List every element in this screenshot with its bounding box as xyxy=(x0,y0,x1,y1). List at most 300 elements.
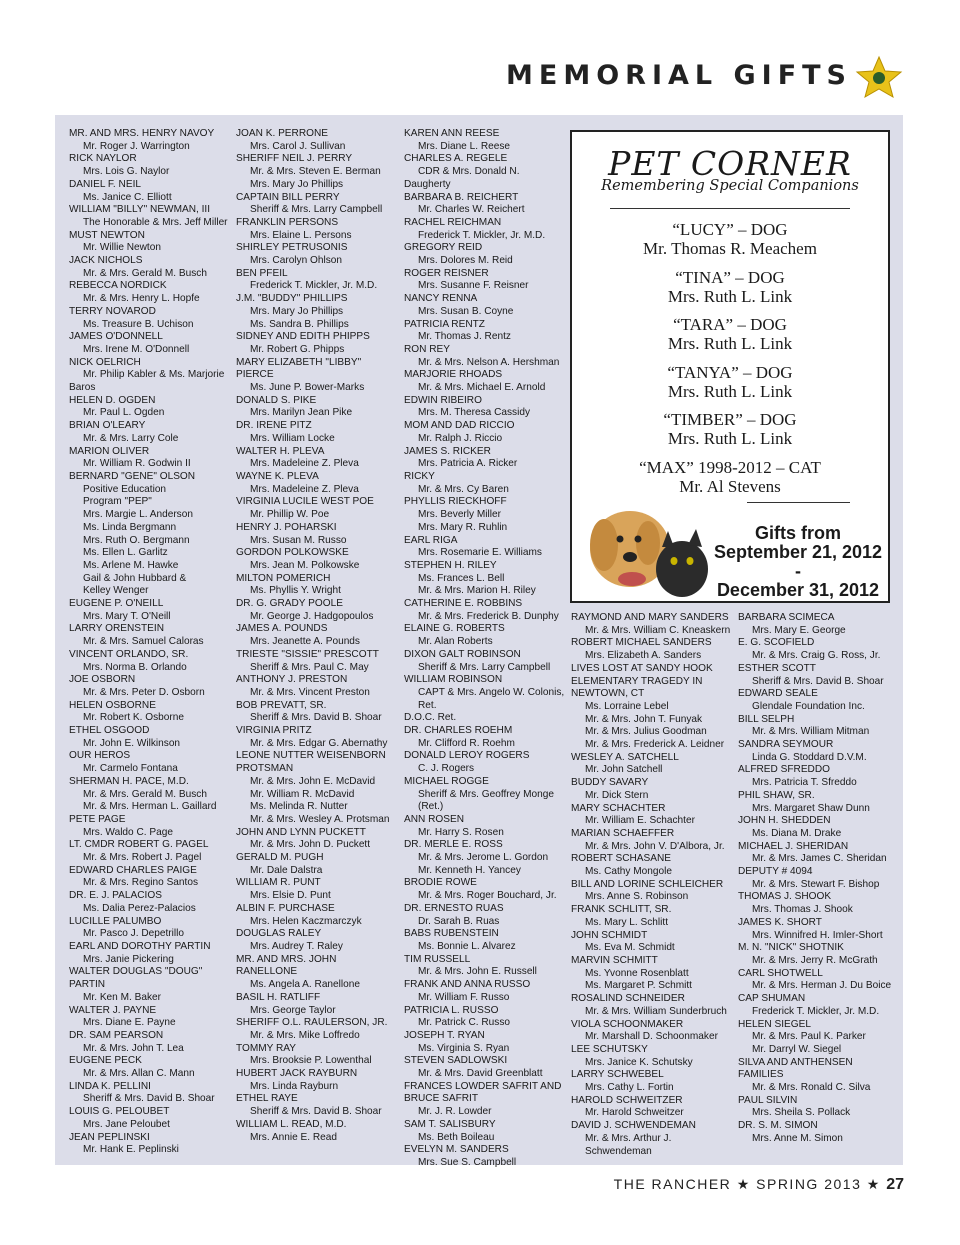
donor-name: Mr. Paul L. Ogden xyxy=(83,407,165,419)
donor-name: Mrs. M. Theresa Cassidy xyxy=(418,407,530,419)
honoree-name: BUDDY SAVARY xyxy=(571,777,649,789)
honoree-name: LT. CMDR ROBERT G. PAGEL xyxy=(69,839,209,851)
donor-name: Ms. Dalia Perez-Palacios xyxy=(83,902,196,914)
honoree-name: CHARLES A. REGELE xyxy=(404,153,508,165)
donor-name: Sheriff & Mrs. David B. Shoar xyxy=(83,1093,215,1105)
donor-name: Mrs. Audrey T. Raley xyxy=(250,941,343,952)
donor-name: Mr. Philip Kabler & Ms. Marjorie xyxy=(83,369,225,381)
honoree-name: FAMILIES xyxy=(738,1069,784,1081)
honoree-name: MR. AND MRS. JOHN xyxy=(236,953,337,965)
pet-name: “TARA” – DOG xyxy=(673,315,787,334)
honoree-name: TOMMY RAY xyxy=(236,1042,297,1054)
donor-name: Mrs. Anne S. Robinson xyxy=(585,891,689,903)
honoree-name: PROTSMAN xyxy=(236,763,294,775)
honoree-name: JACK NICHOLS xyxy=(69,255,143,267)
donor-name: Mr. Thomas J. Rentz xyxy=(418,331,511,343)
donor-name: Mrs. Jeanette A. Pounds xyxy=(250,636,360,648)
donor-name: Mrs. Patricia A. Ricker xyxy=(418,458,518,470)
donor-name: Ms. Janice C. Elliott xyxy=(83,191,172,203)
honoree-name: SANDRA SEYMOUR xyxy=(738,739,834,751)
honoree-name: JAMES K. SHORT xyxy=(738,916,822,928)
donor-name: Mr. Charles W. Reichert xyxy=(418,204,525,216)
honoree-name: PATRICIA RENTZ xyxy=(404,318,485,330)
pet-entry xyxy=(572,220,888,258)
dog-and-cat-photo xyxy=(582,487,710,597)
honoree-name: VIRGINIA PRITZ xyxy=(236,725,312,737)
honoree-name: RANELLONE xyxy=(236,966,298,978)
donor-name: Mrs. Mary E. George xyxy=(752,624,846,636)
donor-name: Mr. & Mrs. Jerry R. McGrath xyxy=(752,954,878,966)
honoree-name: EDWARD SEALE xyxy=(738,688,818,700)
honoree-name: REBECCA NORDICK xyxy=(69,280,167,292)
honoree-name: ROBERT MICHAEL SANDERS xyxy=(571,637,712,649)
donor-name: Mr. & Mrs. Edgar G. Abernathy xyxy=(250,737,388,749)
honoree-name: LARRY SCHWEBEL xyxy=(571,1069,664,1081)
donor-name: Mr. Ralph J. Riccio xyxy=(418,432,503,444)
honoree-name: DONALD S. PIKE xyxy=(236,394,317,406)
honoree-name: ETHEL OSGOOD xyxy=(69,725,150,737)
honoree-name: TERRY NOVAROD xyxy=(69,305,156,317)
donor-name: Mr. & Mrs. Arthur J. xyxy=(585,1132,672,1144)
donor-name: Mrs. Linda Rayburn xyxy=(250,1080,339,1092)
pet-owner: Mrs. Ruth L. Link xyxy=(667,429,793,448)
pet-corner-box xyxy=(570,130,890,603)
pet-name: “TINA” – DOG xyxy=(675,267,785,287)
donor-name: Mrs. Janie Pickering xyxy=(83,953,174,965)
honoree-name: SILVA AND ANTHENSEN xyxy=(738,1056,853,1068)
donor-name: Mr. Hank E. Peplinski xyxy=(83,1144,179,1156)
donor-name: Ms. Bonnie L. Alvarez xyxy=(418,941,516,952)
honoree-name: DR. IRENE PITZ xyxy=(236,420,312,432)
donor-name: Mr. Marshall D. Schoonmaker xyxy=(585,1031,718,1043)
donor-name: Mrs. Madeleine Z. Pleva xyxy=(250,458,359,470)
honoree-name: ROGER REISNER xyxy=(404,267,489,279)
honoree-name: DEPUTY # 4094 xyxy=(738,866,813,878)
donor-name: Mr. Dale Dalstra xyxy=(250,864,323,876)
honoree-name: MR. AND MRS. HENRY NAVOY xyxy=(69,128,215,139)
honoree-name: EDWARD CHARLES PAIGE xyxy=(69,864,197,876)
donor-name: Mrs. Helen Kaczmarczyk xyxy=(250,915,362,927)
honoree-name: Baros xyxy=(69,382,96,394)
pet-name: “TIMBER” – DOG xyxy=(663,410,797,429)
donor-name: Mr. & Mrs. Stewart F. Bishop xyxy=(752,878,880,890)
donor-name: Mr. & Mrs. Robert J. Pagel xyxy=(83,852,202,864)
honoree-name: DR. MERLE E. ROSS xyxy=(404,839,503,851)
honoree-name: ELEMENTARY TRAGEDY IN xyxy=(571,675,703,687)
donor-name: Mr. & Mrs. Michael E. Arnold xyxy=(418,382,546,394)
pet-owner: Mrs. Ruth L. Link xyxy=(667,381,793,401)
honoree-name: WILLIAM "BILLY" NEWMAN, III xyxy=(69,204,211,216)
pet-entry xyxy=(572,410,888,448)
honoree-name: ELAINE G. ROBERTS xyxy=(404,623,505,635)
honoree-name: PAUL SILVIN xyxy=(738,1094,798,1106)
honoree-name: MARJORIE RHOADS xyxy=(404,369,503,381)
donor-name: Mrs. Mary Jo Phillips xyxy=(250,305,344,317)
honoree-name: LEE SCHUTSKY xyxy=(571,1043,648,1055)
donor-name: Mr. Phillip W. Poe xyxy=(250,509,330,521)
donor-name: Mr. William R. McDavid xyxy=(250,788,355,800)
donor-name: Mr. & Mrs. Frederick A. Leidner xyxy=(585,739,725,751)
honoree-name: WILLIAM R. PUNT xyxy=(236,877,321,889)
footer-star-icon: ★ xyxy=(866,1176,887,1192)
donor-name: Mrs. Winnifred H. Imler-Short xyxy=(752,929,883,941)
honoree-name: Daugherty xyxy=(404,178,451,190)
honoree-name: KAREN ANN REESE xyxy=(404,128,500,139)
donor-name: Mr. & Mrs. Vincent Preston xyxy=(250,686,370,698)
honoree-name: BRIAN O'LEARY xyxy=(69,420,146,432)
honoree-name: D.O.C. Ret. xyxy=(404,712,457,724)
donor-name: Mrs. Beverly Miller xyxy=(418,509,501,521)
donor-name: Mr. & Mrs. John E. Russell xyxy=(418,966,537,978)
honoree-name: SAM T. SALISBURY xyxy=(404,1118,496,1130)
honoree-name: NEWTOWN, CT xyxy=(571,688,645,700)
donor-name: Ms. Mary L. Schlitt xyxy=(585,916,669,928)
donor-name: Mrs. Lois G. Naylor xyxy=(83,166,170,178)
donor-name: Mr. John E. Wilkinson xyxy=(83,737,181,749)
memorial-column-2 xyxy=(236,128,389,1144)
honoree-name: MOM AND DAD RICCIO xyxy=(404,420,515,432)
donor-name: Mr. & Mrs. Mike Loffredo xyxy=(250,1029,360,1041)
donor-name: Mr. & Mrs. Henry L. Hopfe xyxy=(83,293,200,305)
donor-name: Mr. Ken M. Baker xyxy=(83,991,161,1003)
honoree-name: MUST NEWTON xyxy=(69,229,145,241)
honoree-name: EUGENE P. O'NEILL xyxy=(69,598,164,610)
honoree-name: LUCILLE PALUMBO xyxy=(69,915,162,927)
pet-owner: Mrs. Ruth L. Link xyxy=(667,286,793,306)
donor-name: Mr. & Mrs. Nelson A. Hershman xyxy=(418,356,560,368)
donor-name: Glendale Foundation Inc. xyxy=(752,700,865,712)
honoree-name: WILLIAM L. READ, M.D. xyxy=(236,1118,347,1130)
honoree-name: SHERMAN H. PACE, M.D. xyxy=(69,775,189,787)
honoree-name: PETE PAGE xyxy=(69,813,126,825)
honoree-name: TRIESTE "SISSIE" PRESCOTT xyxy=(236,648,379,660)
page-title: MEMORIAL GIFTS xyxy=(506,60,852,91)
donor-name: Ms. Linda Bergmann xyxy=(83,521,177,533)
honoree-name: JAMES A. POUNDS xyxy=(236,623,328,635)
honoree-name: PARTIN xyxy=(69,979,106,991)
honoree-name: CAP SHUMAN xyxy=(738,993,806,1005)
honoree-name: DR. SAM PEARSON xyxy=(69,1029,164,1041)
honoree-name: DONALD LEROY ROGERS xyxy=(404,750,530,762)
honoree-name: ETHEL RAYE xyxy=(236,1093,298,1105)
honoree-name: LARRY ORENSTEIN xyxy=(69,623,164,635)
donor-name: Mr. & Mrs. John V. D'Albora, Jr. xyxy=(585,840,725,852)
donor-name: Mr. & Mrs. Steven E. Berman xyxy=(250,166,381,178)
honoree-name: LOUIS G. PELOUBET xyxy=(69,1106,170,1118)
donor-name: Mr. & Mrs. John D. Puckett xyxy=(250,839,371,851)
honoree-name: MARIAN SCHAEFFER xyxy=(571,827,675,839)
honoree-name: DR. E. J. PALACIOS xyxy=(69,890,162,902)
honoree-name: WALTER H. PLEVA xyxy=(236,445,325,457)
donor-name: Positive Education xyxy=(83,483,167,495)
honoree-name: BRUCE SAFRIT xyxy=(404,1093,479,1105)
donor-name: Mrs. Elsie D. Punt xyxy=(250,890,331,902)
honoree-name: FRANKLIN PERSONS xyxy=(236,216,339,228)
honoree-name: BARBARA B. REICHERT xyxy=(404,191,519,203)
donor-name: Mrs. Carolyn Ohlson xyxy=(250,255,342,267)
honoree-name: BEN PFEIL xyxy=(236,267,288,279)
donor-name: Mr. Kenneth H. Yancey xyxy=(418,864,521,876)
honoree-name: DIXON GALT ROBINSON xyxy=(404,648,521,660)
donor-name: Linda G. Stoddard D.V.M. xyxy=(752,751,867,763)
memorial-column-1 xyxy=(69,128,228,1157)
honoree-name: BABS RUBENSTEIN xyxy=(404,928,499,940)
donor-name: Ms. Yvonne Rosenblatt xyxy=(585,967,689,979)
honoree-name: HENRY J. POHARSKI xyxy=(236,521,337,533)
honoree-name: MILTON POMERICH xyxy=(236,572,331,584)
donor-name: Mrs. Ruth O. Bergmann xyxy=(83,534,190,546)
honoree-name: VIOLA SCHOONMAKER xyxy=(571,1018,684,1030)
honoree-name: ALFRED SFREDDO xyxy=(738,764,830,776)
donor-name: Mr. J. R. Lowder xyxy=(418,1106,492,1118)
star-badge-icon xyxy=(853,55,905,99)
donor-name: Mr. & Mrs. David Greenblatt xyxy=(418,1068,543,1080)
pet-corner-subtitle: Remembering Special Companions xyxy=(601,178,859,194)
honoree-name: SHERIFF O.L. RAULERSON, JR. xyxy=(236,1017,388,1029)
donor-name: Sheriff & Mrs. Larry Campbell xyxy=(418,661,551,673)
honoree-name: HELEN SIEGEL xyxy=(738,1018,811,1030)
honoree-name: WALTER J. PAYNE xyxy=(69,1004,157,1016)
honoree-name: PHIL SHAW, SR. xyxy=(738,789,815,801)
honoree-name: GORDON POLKOWSKE xyxy=(236,547,349,559)
honoree-name: LIVES LOST AT SANDY HOOK xyxy=(571,662,713,674)
honoree-name: OUR HEROS xyxy=(69,750,131,762)
donor-name: Frederick T. Mickler, Jr. M.D. xyxy=(418,229,546,241)
donor-name: Mrs. Mary T. O'Neill xyxy=(83,610,171,622)
honoree-name: MICHAEL J. SHERIDAN xyxy=(738,840,849,852)
donor-name: Mr. Alan Roberts xyxy=(418,636,493,648)
honoree-name: SIDNEY AND EDITH PHIPPS xyxy=(236,331,370,343)
donor-name: Mrs. Norma B. Orlando xyxy=(83,661,187,673)
gifts-from-label: Gifts from xyxy=(754,523,841,543)
donor-name: Ms. Treasure B. Uchison xyxy=(83,318,194,330)
honoree-name: FRANK AND ANNA RUSSO xyxy=(404,979,531,991)
donor-name: Ms. June P. Bower-Marks xyxy=(250,382,365,394)
donor-name: Sheriff & Mrs. David B. Shoar xyxy=(250,712,382,724)
honoree-name: EVELYN M. SANDERS xyxy=(404,1144,509,1156)
donor-name: Ret. xyxy=(418,699,437,711)
honoree-name: WILLIAM ROBINSON xyxy=(404,674,503,686)
donor-name: Ms. Angela A. Ranellone xyxy=(250,979,360,991)
honoree-name: E. G. SCOFIELD xyxy=(738,637,815,649)
honoree-name: MARION OLIVER xyxy=(69,445,150,457)
memorial-column-5 xyxy=(738,612,891,1146)
donor-name: Mrs. Susanne F. Reisner xyxy=(418,280,529,292)
donor-name: Mr. & Mrs. Roger Bouchard, Jr. xyxy=(418,890,557,902)
donor-name: Mr. & Mrs. William Mitman xyxy=(752,726,870,738)
footer-star-icon: ★ xyxy=(736,1176,757,1192)
honoree-name: BASIL H. RATLIFF xyxy=(236,991,321,1003)
honoree-name: STEPHEN H. RILEY xyxy=(404,559,497,571)
honoree-name: BERNARD "GENE" OLSON xyxy=(69,470,196,482)
honoree-name: JAMES O'DONNELL xyxy=(69,331,163,343)
pet-entry xyxy=(572,268,888,306)
gifts-from-dates xyxy=(712,524,884,600)
honoree-name: JEAN PEPLINSKI xyxy=(69,1131,150,1143)
honoree-name: BARBARA SCIMECA xyxy=(738,612,835,623)
donor-name: Mr. Carmelo Fontana xyxy=(83,763,178,775)
honoree-name: BILL SELPH xyxy=(738,713,795,725)
honoree-name: WALTER DOUGLAS "DOUG" xyxy=(69,966,203,978)
donor-name: Mrs. Thomas J. Shook xyxy=(752,904,853,916)
pet-owner: Mrs. Ruth L. Link xyxy=(667,334,793,353)
donor-name: Mrs. Marilyn Jean Pike xyxy=(250,407,353,419)
honoree-name: DR. S. M. SIMON xyxy=(738,1120,818,1132)
honoree-name: JAMES S. RICKER xyxy=(404,445,491,457)
donor-name: Mrs. Janice K. Schutsky xyxy=(585,1056,693,1068)
donor-name: Mr. & Mrs. Gerald M. Busch xyxy=(83,788,207,800)
honoree-name: MICHAEL ROGGE xyxy=(404,775,489,787)
donor-name: Mrs. Mary Jo Phillips xyxy=(250,178,344,190)
honoree-name: M. N. "NICK" SHOTNIK xyxy=(738,942,844,954)
donor-name: Mr. Roger J. Warrington xyxy=(83,140,190,152)
honoree-name: DANIEL F. NEIL xyxy=(69,178,141,190)
honoree-name: BOB PREVATT, SR. xyxy=(236,699,327,711)
honoree-name: RICKY xyxy=(404,470,435,482)
honoree-name: LINDA K. PELLINI xyxy=(69,1080,151,1092)
donor-name: Mr. & Mrs. James C. Sheridan xyxy=(752,853,887,865)
honoree-name: JOHN AND LYNN PUCKETT xyxy=(236,826,366,838)
donor-name: Mrs. Margie L. Anderson xyxy=(83,509,193,521)
donor-name: Mr. William F. Russo xyxy=(418,991,510,1003)
footer-issue: SPRING 2013 xyxy=(756,1176,862,1192)
pet-corner-divider-top xyxy=(610,208,850,209)
honoree-name: JOHN SCHMIDT xyxy=(571,929,648,941)
donor-name: Mrs. Dolores M. Reid xyxy=(418,255,513,267)
honoree-name: THOMAS J. SHOOK xyxy=(738,891,832,903)
honoree-name: MARVIN SCHMITT xyxy=(571,954,658,966)
donor-name: Mr. & Mrs. John T. Lea xyxy=(83,1042,184,1054)
donor-name: Mrs. Jane Peloubet xyxy=(83,1118,170,1130)
honoree-name: PHYLLIS RIECKHOFF xyxy=(404,496,507,508)
donor-name: Mrs. Elaine L. Persons xyxy=(250,229,352,241)
pet-entry xyxy=(572,315,888,353)
donor-name: Mrs. William Locke xyxy=(250,432,335,444)
donor-name: Ms. Sandra B. Phillips xyxy=(250,318,349,330)
honoree-name: HUBERT JACK RAYBURN xyxy=(236,1068,358,1080)
pet-corner-title: PET CORNER xyxy=(608,144,852,183)
donor-name: Mrs. Irene M. O'Donnell xyxy=(83,343,190,355)
donor-name: Mr. & Mrs. Samuel Caloras xyxy=(83,636,204,648)
page-number: 27 xyxy=(886,1176,904,1193)
donor-name: Mr. & Mrs. Paul K. Parker xyxy=(752,1031,866,1043)
donor-name: Mrs. Anne M. Simon xyxy=(752,1132,843,1144)
honoree-name: HELEN OSBORNE xyxy=(69,699,156,711)
honoree-name: EARL AND DOROTHY PARTIN xyxy=(69,941,211,952)
honoree-name: GREGORY REID xyxy=(404,242,483,254)
donor-name: Ms. Virginia S. Ryan xyxy=(418,1042,510,1054)
donor-name: Mr. John Satchell xyxy=(585,764,663,776)
gifts-from-start: September 21, 2012 - xyxy=(713,542,883,581)
honoree-name: HAROLD SCHWEITZER xyxy=(571,1094,683,1106)
donor-name: Mr. & Mrs. Herman L. Gaillard xyxy=(83,801,217,813)
pet-corner-divider-bottom xyxy=(747,502,850,503)
donor-name: Ms. Diana M. Drake xyxy=(752,827,842,839)
donor-name: Program "PEP" xyxy=(83,496,152,508)
donor-name: Mr. William E. Schachter xyxy=(585,815,695,827)
honoree-name: TIM RUSSELL xyxy=(404,953,471,965)
donor-name: Gail & John Hubbard & xyxy=(83,572,187,584)
donor-name: Mr. George J. Hadgopoulos xyxy=(250,610,374,622)
donor-name: Mrs. Sue S. Campbell xyxy=(418,1156,517,1168)
donor-name: Mrs. George Taylor xyxy=(250,1004,336,1016)
donor-name: Mr. Robert G. Phipps xyxy=(250,343,345,355)
donor-name: Mr. & Mrs. William C. Kneaskern xyxy=(585,624,731,636)
donor-name: Mrs. Diane L. Reese xyxy=(418,140,511,152)
donor-name: Mr. & Mrs. Frederick B. Dunphy xyxy=(418,610,559,622)
donor-name: Mr. & Mrs. Gerald M. Busch xyxy=(83,267,207,279)
donor-name: C. J. Rogers xyxy=(418,763,475,775)
donor-name: Mr. & Mrs. Wesley A. Protsman xyxy=(250,813,390,825)
donor-name: Mrs. Sheila S. Pollack xyxy=(752,1107,851,1119)
honoree-name: ESTHER SCOTT xyxy=(738,662,816,674)
donor-name: Mr. Clifford R. Roehm xyxy=(418,737,515,749)
donor-name: Mrs. Margaret Shaw Dunn xyxy=(752,802,870,814)
donor-name: Mr. & Mrs. Regino Santos xyxy=(83,877,198,889)
honoree-name: CARL SHOTWELL xyxy=(738,967,823,979)
donor-name: Mr. & Mrs. Cy Baren xyxy=(418,483,509,495)
donor-name: Ms. Eva M. Schmidt xyxy=(585,942,675,954)
honoree-name: WAYNE K. PLEVA xyxy=(236,470,319,482)
donor-name: Sheriff & Mrs. Geoffrey Monge xyxy=(418,788,554,800)
donor-name: Kelley Wenger xyxy=(83,585,149,597)
honoree-name: ANTHONY J. PRESTON xyxy=(236,674,348,686)
honoree-name: J.M. "BUDDY" PHILLIPS xyxy=(236,293,348,305)
honoree-name: DAVID J. SCHWENDEMAN xyxy=(571,1120,696,1132)
donor-name: Mr. & Mrs. Julius Goodman xyxy=(585,726,707,738)
honoree-name: CATHERINE E. ROBBINS xyxy=(404,598,523,610)
donor-name: Mrs. Annie E. Read xyxy=(250,1131,337,1143)
donor-name: Mr. & Mrs. John T. Funyak xyxy=(585,713,703,725)
memorial-column-3 xyxy=(404,128,564,1170)
honoree-name: FRANCES LOWDER SAFRIT AND xyxy=(404,1080,562,1092)
page-footer xyxy=(614,1176,904,1194)
donor-name: Ms. Lorraine Lebel xyxy=(585,700,669,712)
honoree-name: EDWIN RIBEIRO xyxy=(404,394,482,406)
honoree-name: CAPTAIN BILL PERRY xyxy=(236,191,340,203)
honoree-name: SHERIFF NEIL J. PERRY xyxy=(236,153,353,165)
honoree-name: NANCY RENNA xyxy=(404,293,478,305)
donor-name: Mrs. Madeleine Z. Pleva xyxy=(250,483,359,495)
donor-name: Ms. Margaret P. Schmitt xyxy=(585,980,692,992)
donor-name: Ms. Frances L. Bell xyxy=(418,572,505,584)
pet-name: “MAX” 1998-2012 – CAT xyxy=(639,457,821,477)
honoree-name: SHIRLEY PETRUSONIS xyxy=(236,242,348,254)
donor-name: Mrs. Susan M. Russo xyxy=(250,534,347,546)
honoree-name: VINCENT ORLANDO, SR. xyxy=(69,648,189,660)
donor-name: Mr. & Mrs. Peter D. Osborn xyxy=(83,686,205,698)
donor-name: Ms. Cathy Mongole xyxy=(585,866,672,878)
donor-name: Sheriff & Mrs. Larry Campbell xyxy=(250,204,383,216)
pet-owner: Mr. Al Stevens xyxy=(679,476,781,496)
honoree-name: WESLEY A. SATCHELL xyxy=(571,751,679,763)
honoree-name: LEONE NUTTER WEISENBORN xyxy=(236,750,386,762)
honoree-name: DR. CHARLES ROEHM xyxy=(404,725,513,737)
honoree-name: JOE OSBORN xyxy=(69,674,136,686)
honoree-name: DR. G. GRADY POOLE xyxy=(236,598,343,610)
footer-publication: THE RANCHER xyxy=(613,1176,732,1192)
honoree-name: RAYMOND AND MARY SANDERS xyxy=(571,612,729,623)
donor-name: Mrs. Diane E. Payne xyxy=(83,1017,176,1029)
donor-name: Mrs. Rosemarie E. Williams xyxy=(418,547,542,559)
honoree-name: MARY ELIZABETH "LIBBY" xyxy=(236,356,362,368)
honoree-name: NICK OELRICH xyxy=(69,356,141,368)
donor-name: Mr. & Mrs. Larry Cole xyxy=(83,432,179,444)
pet-owner: Mr. Thomas R. Meachem xyxy=(643,239,817,258)
donor-name: Mr. Harold Schweitzer xyxy=(585,1107,684,1119)
honoree-name: MARY SCHACHTER xyxy=(571,802,666,814)
donor-name: Mr. & Mrs. Jerome L. Gordon xyxy=(418,852,549,864)
